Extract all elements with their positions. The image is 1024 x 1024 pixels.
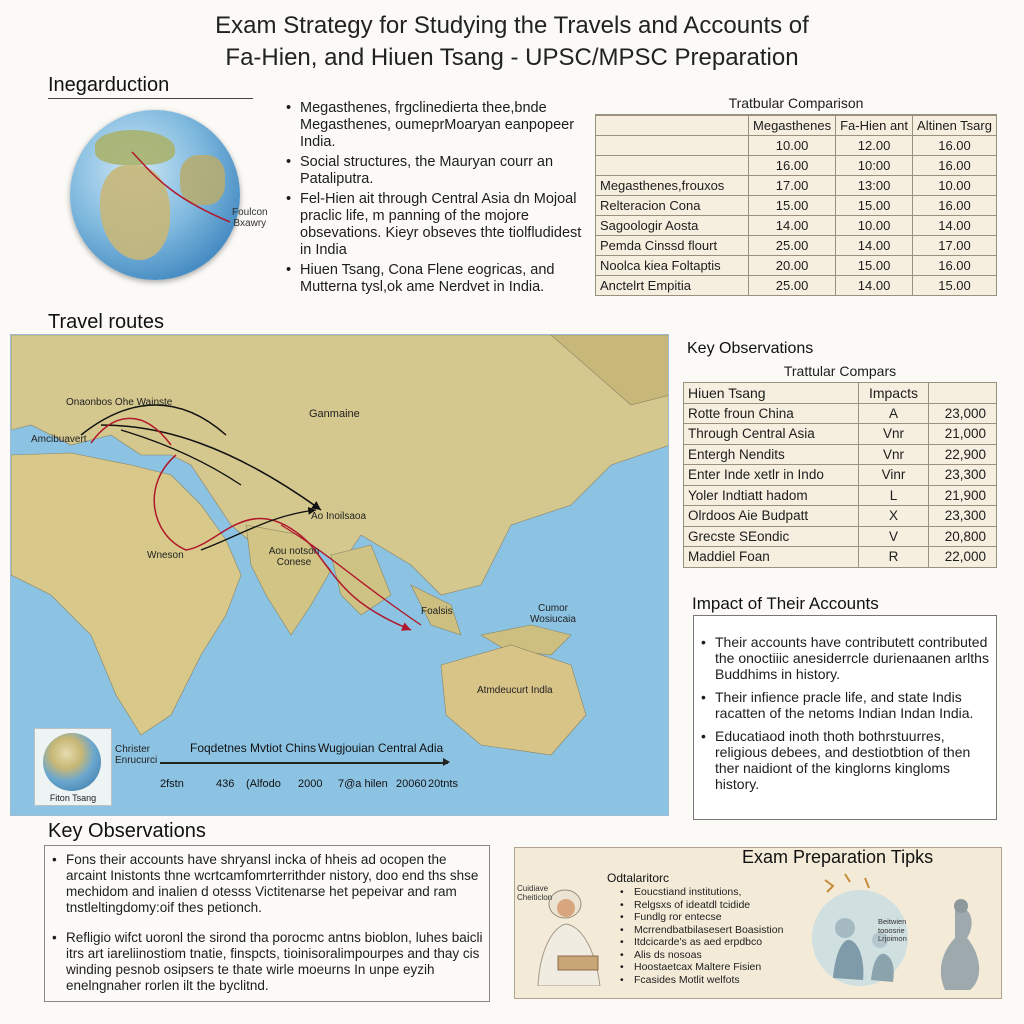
travelers-illustration-label: Beitwien tooosrie Lrjoimon	[878, 917, 907, 943]
map-label: Atmdeucurt Indla	[477, 685, 553, 696]
timeline-tick: 20060	[396, 778, 427, 790]
table-row: Enter Inde xetlr in Indo Vinr 23,300	[684, 465, 997, 486]
timeline-tick: 436	[216, 778, 235, 790]
key-observations-list	[50, 852, 486, 1008]
timeline-heading-2: Wugjouian Central Adia	[318, 741, 444, 755]
intro-bullet-list	[284, 100, 584, 299]
title-line-1: Exam Strategy for Studying the Travels and Accounts of	[215, 12, 809, 39]
prep-bullet: • Hoostaetcax Maltere Fisien	[618, 961, 818, 974]
table-row: Relteracion Cona 15.00 15.00 16.00	[596, 196, 997, 216]
timeline-tick: 2fstn	[160, 778, 184, 790]
impact-bullet: • Educatiaod inoth thoth bothrstuurres, religious debees, and destiotbtion of then ther naidiont of the kinglorns kingloms history.	[699, 728, 991, 792]
table-row: Noolca kiea Foltaptis 20.00 15.00 16.00	[596, 256, 997, 276]
table-row: Rotte froun China A 23,000	[684, 403, 997, 424]
observation-bullet: • Refligio wifct uoronl the sirond tha porocmc antns bioblon, luhes baicli itrs art iareliinostiom tnatie, finspcts, tioinisoralimpourpes and thay cis winding pesnob osipsers te thate wirle moeurns In unpe eyzih enelngnaher rorlen ilt the byclitnd.	[50, 930, 486, 994]
prep-bullet: • Itdcicarde's as aed erpdbco	[618, 936, 818, 949]
comparison-table-title: Tratbular Comparison	[595, 92, 997, 115]
observation-bullet: • Fons their accounts have shryansl incka of hheis ad ocopen the arcaint Inistonts thne wcrtcamfomrterrithder nistory, doo end ths shse mechidom and inalien d otesss Victitenarse het pepeivar and ram tnstleltingdomy:oif thes petionch.	[50, 852, 486, 916]
intro-bullet: • Hiuen Tsang, Cona Flene eogricas, and Mutterna tysl,ok ame Nerdvet in India.	[284, 262, 584, 296]
comparison-table	[595, 92, 997, 296]
key-observations-right-heading: Key Observations	[687, 340, 814, 357]
prep-bullet: • Relgsxs of ideatdl tcidide	[618, 899, 818, 912]
table-header-row: Hiuen Tsang Impacts	[684, 383, 997, 404]
mini-globe-image	[34, 728, 112, 806]
table-row: Anctelrt Empitia 25.00 14.00 15.00	[596, 276, 997, 296]
timeline-tick: 7@a hilen	[338, 778, 388, 790]
prep-bullet: • Fundlg ror entecse	[618, 911, 818, 924]
table-row: Yoler Indtiatt hadom L 21,900	[684, 485, 997, 506]
globe-caption: Foulcon Bxawry	[232, 207, 268, 229]
prep-bullet: • Mcrrendbatbilasesert Boasistion	[618, 924, 818, 937]
impacts-table	[683, 360, 997, 568]
world-globe-image	[70, 110, 240, 280]
prep-bullet: • Eoucstiand institutions,	[618, 886, 818, 899]
table-header-row: Megasthenes Fa-Hien ant Altinen Tsarg	[596, 116, 997, 136]
table-row: Pemda Cinssd flourt 25.00 14.00 17.00	[596, 236, 997, 256]
table-row: 10.00 12.00 16.00	[596, 136, 997, 156]
scholar-illustration-label: Cuidiave Cheiticlon	[517, 884, 553, 902]
intro-bullet: • Fel-Hien ait through Central Asia dn Mojoal praclic life, m panning of the mojore obsevations. Kieyr obseves thte tiolfludidest in India	[284, 191, 584, 259]
intro-heading-underline	[48, 98, 253, 99]
mini-globe-label: Fiton Tsang	[49, 793, 97, 803]
timeline-tick: 20tnts	[428, 778, 458, 790]
map-label: Christer Enrucurci	[115, 744, 158, 766]
table-row: Through Central Asia Vnr 21,000	[684, 424, 997, 445]
map-label: Ao Inoilsaoa	[311, 511, 367, 522]
impact-heading: Impact of Their Accounts	[692, 594, 879, 613]
map-label: Cumor Wosiucaia	[530, 603, 576, 625]
intro-bullet: • Megasthenes, frgclinedierta thee,bnde Megasthenes, oumeprMoaryan eanpopeer India.	[284, 100, 584, 151]
map-label: Aou notson Conese	[268, 546, 320, 568]
table-row: Sagoologir Aosta 14.00 10.00 14.00	[596, 216, 997, 236]
title-line-2: Fa-Hien, and Hiuen Tsang - UPSC/MPSC Preparation	[225, 44, 799, 71]
timeline-heading-1: Foqdetnes Mvtiot Chins	[190, 741, 317, 755]
exam-prep-subheading: Odtalaritorc	[607, 871, 670, 885]
map-label: Amcibuavert	[31, 434, 87, 445]
intro-heading: Inegarduction	[48, 74, 170, 96]
impact-bullet: • Their infience pracle life, and state Indis racatten of the netoms Indian Indan India.	[699, 689, 991, 721]
impacts-table-title: Trattular Compars	[783, 363, 897, 379]
page-title	[0, 10, 1024, 74]
table-row: Grecste SEondic V 20,800	[684, 526, 997, 547]
key-observations-heading: Key Observations	[48, 820, 206, 842]
prep-bullet: • Fcasides Motlit welfots	[618, 974, 818, 987]
table-row: Entergh Nendits Vnr 22,900	[684, 444, 997, 465]
map-label: Ganmaine	[309, 408, 360, 420]
prep-bullet: • Alis ds nosoas	[618, 949, 818, 962]
exam-prep-list	[618, 886, 818, 986]
impact-bullet-list	[699, 634, 991, 799]
travel-routes-heading: Travel routes	[48, 311, 164, 333]
impact-bullet: • Their accounts have contributett contributed the onoctiiic anesiderrcle durienaanen arlths Buddhims in history.	[699, 634, 991, 682]
exam-prep-heading: Exam Preparation Tipks	[742, 847, 934, 867]
map-label: Wneson	[147, 550, 184, 561]
table-row: 16.00 10:00 16.00	[596, 156, 997, 176]
map-label: Foalsis	[421, 606, 453, 617]
intro-bullet: • Social structures, the Mauryan courr an Pataliputra.	[284, 154, 584, 188]
timeline-tick: (Alfodo	[246, 778, 281, 790]
timeline-tick: 2000	[298, 778, 323, 790]
map-label: Onaonbos Ohe Wainste	[66, 397, 173, 408]
table-row: Maddiel Foan R 22,000	[684, 547, 997, 568]
table-row: Megasthenes,frouxos 17.00 13:00 10.00	[596, 176, 997, 196]
timeline-axis	[160, 762, 448, 764]
table-row: Olrdoos Aie Budpatt X 23,300	[684, 506, 997, 527]
